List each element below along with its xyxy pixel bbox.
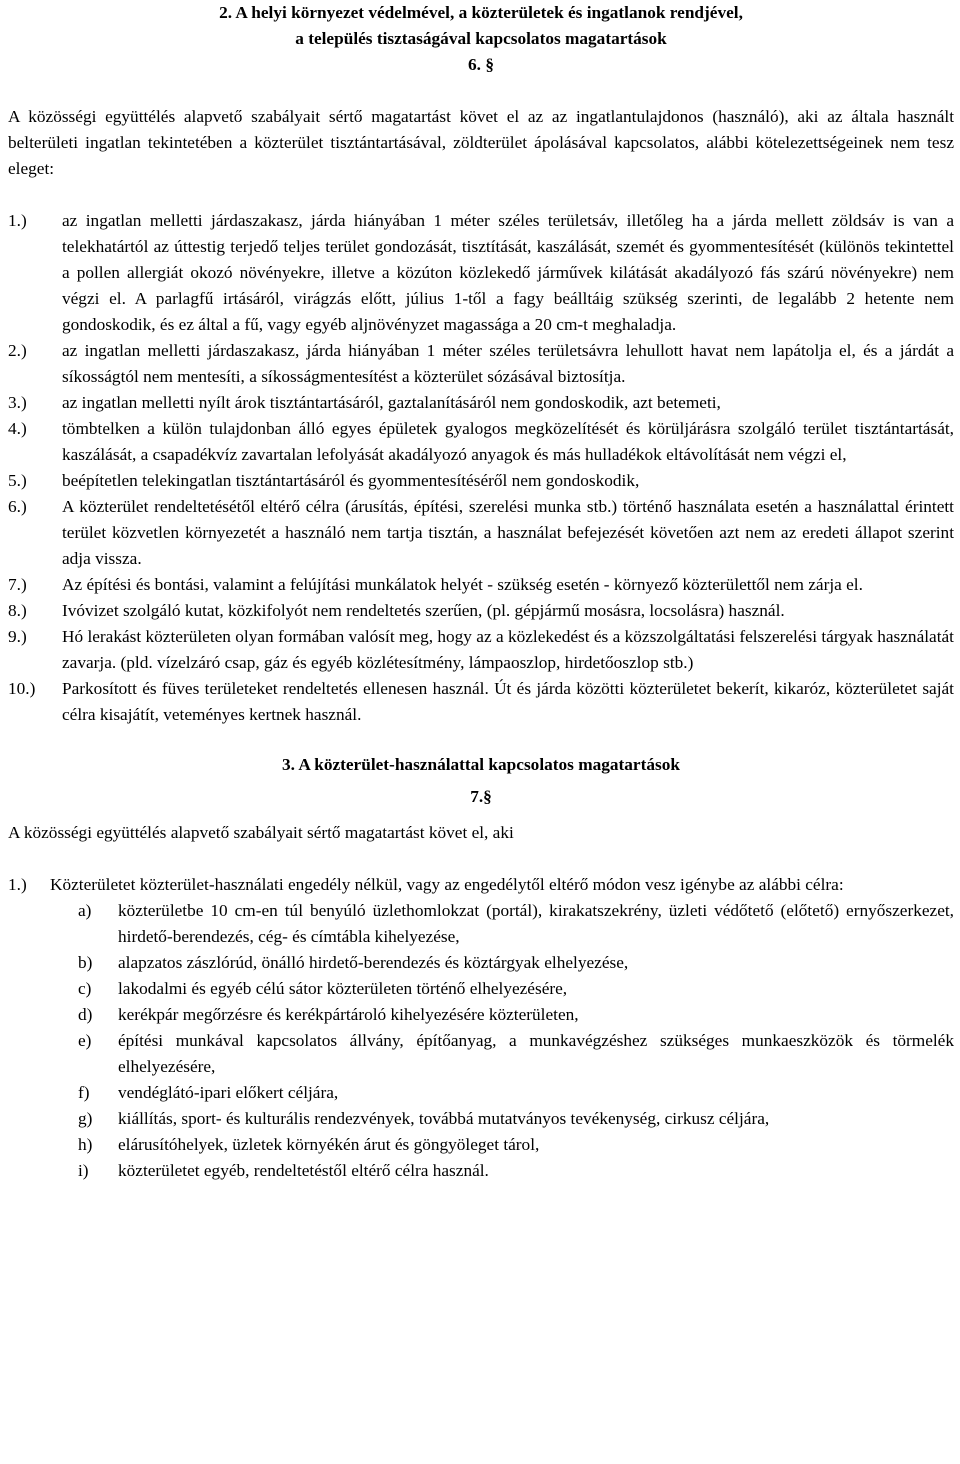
item-number: 1.) — [8, 875, 27, 894]
sub-item-text: vendéglátó-ipari előkert céljára, — [118, 1083, 339, 1102]
item-text: az ingatlan melletti nyílt árok tisztántartásáról, gaztalanításáról nem gondoskodik, azt betemeti, — [62, 393, 721, 412]
list-item — [8, 494, 954, 572]
item-number: 6.) — [8, 497, 27, 516]
section-2-title-line-2: a település tisztaságával kapcsolatos magatartások — [295, 29, 667, 48]
list-item — [8, 572, 954, 598]
sub-item-text: elárusítóhelyek, üzletek környékén árut és göngyöleget tárol, — [118, 1135, 540, 1154]
item-number: 4.) — [8, 419, 27, 438]
sub-list-item — [78, 976, 954, 1002]
sub-list-item — [78, 898, 954, 950]
section-3-intro: A közösségi együttélés alapvető szabályait sértő magatartást követ el, aki — [8, 823, 514, 842]
sub-item-letter: b) — [78, 953, 93, 972]
list-item — [8, 624, 954, 676]
sub-item-letter: f) — [78, 1083, 90, 1102]
section-2-title-line-1: 2. A helyi környezet védelmével, a közterületek és ingatlanok rendjével, — [219, 3, 743, 22]
item-number: 3.) — [8, 393, 27, 412]
sub-item-letter: e) — [78, 1031, 92, 1050]
item-text: az ingatlan melletti járdaszakasz, járda hiányában 1 méter széles területsáv, illetőleg ha a járda mellett zöldsáv is van a telekhatártól az úttestig terjedő teljes terület gondozását, tisztítását, kaszálását, szemét és gyommentesítését (különös tekintettel a pollen allergiát okozó növényekre, illetve a közúton közlekedő járművek kilátását akadályozó fás szárú növényekre) nem végzi el. A parlagfű irtásáról, virágzás előtt, július 1-től a fagy beálltáig szükség szerinti, de legalább 2 hetente nem gondoskodik, és ez által a fű, vagy egyéb aljnövényzet magassága a 20 cm-t meghaladja. — [62, 211, 954, 334]
sub-list-item — [78, 1132, 954, 1158]
sub-item-letter: g) — [78, 1109, 93, 1128]
list-item — [8, 468, 954, 494]
item-text: Közterületet közterület-használati engedély nélkül, vagy az engedélytől eltérő módon vesz igénybe az alábbi célra: — [50, 875, 844, 894]
sub-item-text: kiállítás, sport- és kulturális rendezvények, továbbá mutatványos tevékenység, cirkusz céljára, — [118, 1109, 770, 1128]
item-text: A közterület rendeltetésétől eltérő célra (árusítás, építési, szerelési munka stb.) történő használata esetén a használattal érintett terület közvetlen környezetét a használó nem tartja tisztán, a használat befejezését követően azt nem az eredeti állapot szerint adja vissza. — [62, 497, 954, 568]
item-number: 5.) — [8, 471, 27, 490]
sub-item-letter: h) — [78, 1135, 93, 1154]
sub-list-item — [78, 950, 954, 976]
item-text: az ingatlan melletti járdaszakasz, járda hiányában 1 méter széles területsávra lehullott havat nem lapátolja el, és a járdát a síkosságtól nem mentesíti, a síkosságmentesítést a közterület sózásával biztosítja. — [62, 341, 954, 386]
section-2 — [8, 0, 954, 728]
item-text: tömbtelken a külön tulajdonban álló egyes épületek gyalogos megközelítését és körüljárásra szolgáló terület tisztántartását, kaszálását, a csapadékvíz zavartalan lefolyását akadályozó anyagok és más hulladékok eltávolítását nem végzi el, — [62, 419, 954, 464]
list-item — [8, 208, 954, 338]
item-number: 7.) — [8, 575, 27, 594]
list-item — [8, 338, 954, 390]
sub-item-text: kerékpár megőrzésre és kerékpártároló kihelyezésére közterületen, — [118, 1005, 579, 1024]
sub-list-item — [78, 1080, 954, 1106]
item-number: 9.) — [8, 627, 27, 646]
sub-item-letter: a) — [78, 901, 92, 920]
list-item — [8, 676, 954, 728]
sub-item-letter: c) — [78, 979, 92, 998]
sub-item-letter: d) — [78, 1005, 93, 1024]
section-3 — [8, 752, 954, 1184]
item-number: 1.) — [8, 211, 27, 230]
list-item — [8, 872, 954, 898]
sub-list-item — [78, 1028, 954, 1080]
section-3-paragraph-number: 7.§ — [470, 787, 492, 806]
sub-item-letter: i) — [78, 1161, 89, 1180]
sub-list-item — [78, 1106, 954, 1132]
sub-item-text: közterületet egyéb, rendeltetéstől eltérő célra használ. — [118, 1161, 489, 1180]
item-number: 2.) — [8, 341, 27, 360]
item-text: Ivóvizet szolgáló kutat, közkifolyót nem rendeltetés szerűen, (pl. gépjármű mosásra, locsolásra) használ. — [62, 601, 785, 620]
list-item — [8, 416, 954, 468]
item-text: Parkosított és füves területeket rendeltetés ellenesen használ. Út és járda közötti közterületet bekerít, kikaróz, közterületet saját célra kisajátít, veteményes kertnek használ. — [62, 679, 954, 724]
list-item — [8, 598, 954, 624]
item-number: 8.) — [8, 601, 27, 620]
sub-item-text: alapzatos zászlórúd, önálló hirdető-berendezés és köztárgyak elhelyezése, — [118, 953, 629, 972]
section-2-paragraph-number: 6. § — [468, 55, 494, 74]
sub-list-item — [78, 1002, 954, 1028]
sub-list-item — [78, 1158, 954, 1184]
item-text: Hó lerakást közterületen olyan formában valósít meg, hogy az a közlekedést és a közszolgáltatási felszerelési tárgyak használatát zavarja. (pld. vízelzáró csap, gáz és egyéb közlétesítmény, lámpaoszlop, hirdetőoszlop stb.) — [62, 627, 954, 672]
section-2-list — [8, 208, 954, 728]
sub-item-text: közterületbe 10 cm-en túl benyúló üzlethomlokzat (portál), kirakatszekrény, üzleti védőtető (előtető) ernyőszerkezet, hirdető-berendezés, cég- és címtábla kihelyezése, — [118, 901, 954, 946]
list-item — [8, 390, 954, 416]
sub-item-text: építési munkával kapcsolatos állvány, építőanyag, a munkavégzéshez szükséges munkaeszközök és törmelék elhelyezésére, — [118, 1031, 954, 1076]
item-number: 10.) — [8, 679, 36, 698]
section-3-title: 3. A közterület-használattal kapcsolatos magatartások — [282, 755, 680, 774]
sub-item-text: lakodalmi és egyéb célú sátor közterületen történő elhelyezésére, — [118, 979, 568, 998]
section-2-intro: A közösségi együttélés alapvető szabályait sértő magatartást követ el az az ingatlantulajdonos (használó), aki az általa használt belterületi ingatlan tekintetében a közterület tisztántartásával, zöldterület ápolásával kapcsolatos, alábbi kötelezettségeinek nem tesz eleget: — [8, 107, 954, 178]
item-text: Az építési és bontási, valamint a felújítási munkálatok helyét - szükség esetén - környező közterülettől nem zárja el. — [62, 575, 863, 594]
sub-list — [78, 898, 954, 1184]
item-text: beépítetlen telekingatlan tisztántartásáról és gyommentesítéséről nem gondoskodik, — [62, 471, 640, 490]
